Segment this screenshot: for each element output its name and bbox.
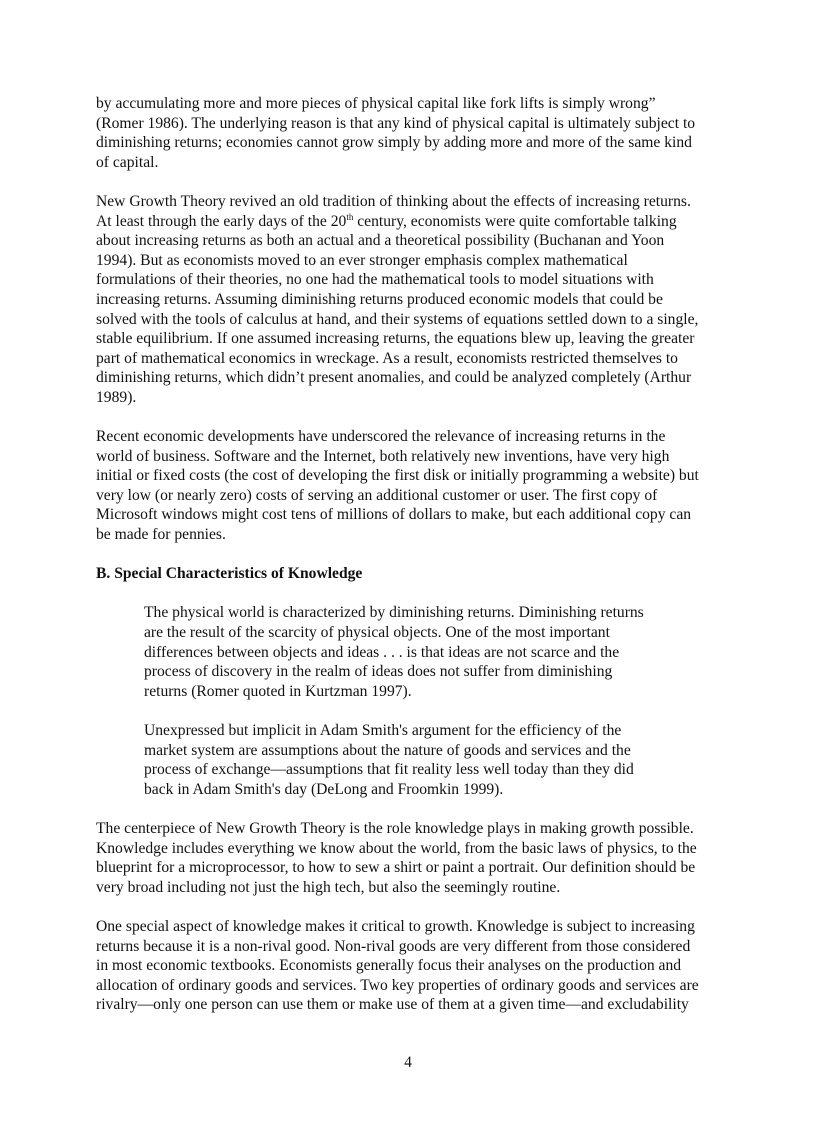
text-line: Recent economic developments have underscored the relevance of increasing returns in the [96, 428, 666, 446]
page-number: 4 [404, 1054, 412, 1071]
text-line: One special aspect of knowledge makes it critical to growth. Knowledge is subject to increasing [96, 917, 695, 935]
paragraph-5 [96, 917, 722, 1015]
document-page [96, 94, 722, 1035]
text-line: The centerpiece of New Growth Theory is the role knowledge plays in making growth possible. [96, 819, 694, 837]
text-line: allocation of ordinary goods and services. Two key properties of ordinary goods and services are [96, 976, 699, 994]
text-line: process of discovery in the realm of ideas does not suffer from diminishing [144, 663, 613, 681]
text-line: process of exchange—assumptions that fit reality less well today than they did [144, 761, 634, 779]
text-segment: century, economists were quite comfortable talking [353, 212, 677, 230]
text-line: of capital. [96, 153, 159, 171]
text-line: part of mathematical economics in wreckage. As a result, economists restricted themselves to [96, 349, 678, 367]
text-line: initial or fixed costs (the cost of developing the first disk or initially programming a website) but [96, 467, 699, 485]
paragraph-2 [96, 192, 722, 408]
text-line: about increasing returns as both an actual and a theoretical possibility (Buchanan and Yoon [96, 232, 665, 250]
text-line: New Growth Theory revived an old tradition of thinking about the effects of increasing returns. [96, 192, 691, 210]
text-line: 1994). But as economists moved to an ever stronger emphasis complex mathematical [96, 251, 628, 269]
text-line: stable equilibrium. If one assumed increasing returns, the equations blew up, leaving the greater [96, 330, 695, 348]
text-line: very low (or nearly zero) costs of serving an additional customer or user. The first copy of [96, 486, 658, 504]
text-line: returns (Romer quoted in Kurtzman 1997). [144, 682, 412, 700]
text-line: solved with the tools of calculus at hand, and their systems of equations settled down to a single, [96, 310, 699, 328]
text-line: Unexpressed but implicit in Adam Smith's argument for the efficiency of the [144, 722, 622, 739]
text-line: diminishing returns; economies cannot grow simply by adding more and more of the same kind [96, 134, 692, 152]
text-line: very broad including not just the high tech, but also the seemingly routine. [96, 878, 561, 896]
text-line: increasing returns. Assuming diminishing returns produced economic models that could be [96, 290, 663, 308]
text-line: be made for pennies. [96, 526, 226, 544]
text-line: 1989). [96, 388, 137, 406]
text-line: by accumulating more and more pieces of physical capital like fork lifts is simply wrong” [96, 95, 656, 112]
section-heading: B. Special Characteristics of Knowledge [96, 565, 363, 583]
paragraph-3 [96, 427, 722, 545]
text-line-with-superscript [96, 212, 722, 232]
text-line: world of business. Software and the Internet, both relatively new inventions, have very high [96, 447, 670, 465]
paragraph-1 [96, 94, 722, 172]
text-line: Knowledge includes everything we know about the world, from the basic laws of physics, to the [96, 839, 697, 857]
text-line: The physical world is characterized by diminishing returns. Diminishing returns [144, 604, 644, 622]
text-line: back in Adam Smith's day (DeLong and Froomkin 1999). [144, 780, 504, 798]
text-line: blueprint for a microprocessor, to how to sew a shirt or paint a portrait. Our definition should be [96, 859, 696, 877]
text-line: (Romer 1986). The underlying reason is that any kind of physical capital is ultimately subject to [96, 114, 696, 132]
block-quote-2 [144, 721, 722, 799]
block-quote-1 [144, 603, 722, 701]
text-line: are the result of the scarcity of physical objects. One of the most important [144, 624, 610, 642]
text-line: in most economic textbooks. Economists generally focus their analyses on the production and [96, 957, 682, 975]
text-line: market system are assumptions about the nature of goods and services and the [144, 741, 631, 759]
text-line: returns because it is a non-rival good. Non-rival goods are very different from those considered [96, 937, 691, 955]
text-segment: At least through the early days of the 20 [96, 212, 347, 230]
text-line: differences between objects and ideas . . . is that ideas are not scarce and the [144, 643, 620, 661]
paragraph-4 [96, 819, 722, 897]
text-line: rivalry—only one person can use them or make use of them at a given time—and excludability [96, 996, 689, 1014]
text-line: Microsoft windows might cost tens of millions of dollars to make, but each additional copy can [96, 506, 692, 524]
text-line: diminishing returns, which didn’t present anomalies, and could be analyzed completely (Arthur [96, 369, 692, 387]
superscript: th [346, 211, 354, 222]
text-line: formulations of their theories, no one had the mathematical tools to model situations with [96, 271, 654, 289]
